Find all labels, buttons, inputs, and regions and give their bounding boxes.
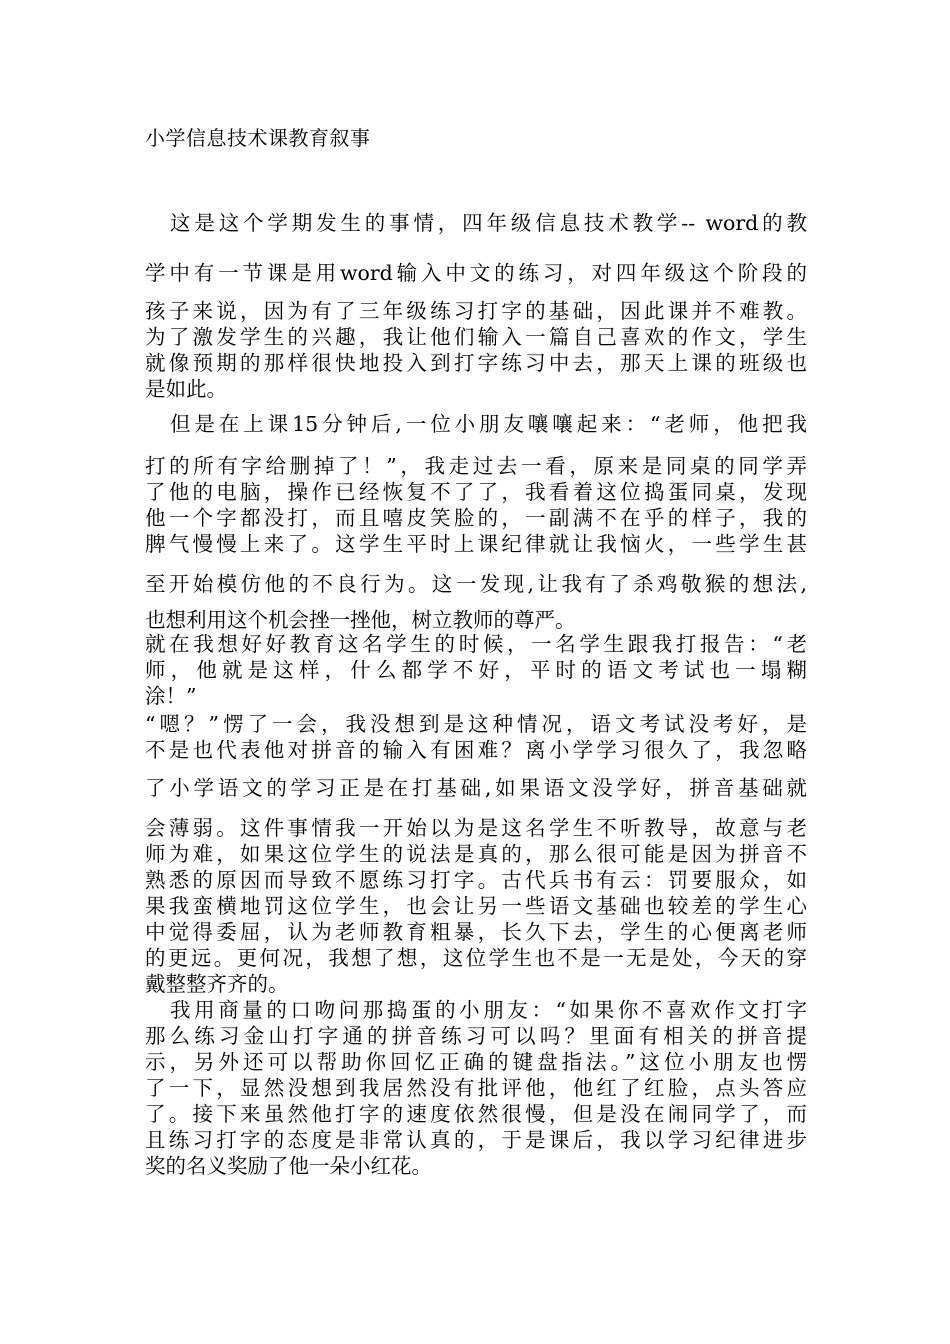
paragraph-line: 为了激发学生的兴趣，我让他们输入一篇自己喜欢的作文，学生 <box>145 325 807 349</box>
document-title: 小学信息技术课教育叙事 <box>145 126 371 150</box>
paragraph-line: 是如此。 <box>145 377 227 401</box>
paragraph-line: 了小学语文的学习正是在打基础,如果语文没学好，拼音基础就 <box>145 776 807 800</box>
paragraph-line: 了他的电脑，操作已经恢复不了了，我看着这位捣蛋同桌，发现 <box>145 480 807 504</box>
paragraph-line: 中觉得委屈，认为老师教育粗暴，长久下去，学生的心便离老师 <box>145 920 807 944</box>
paragraph-line: 果我蛮横地罚这位学生，也会让另一些语文基础也较差的学生心 <box>145 894 807 918</box>
paragraph-line: 也想利用这个机会挫一挫他，树立教师的尊严。 <box>145 608 576 632</box>
paragraph-line: 至开始模仿他的不良行为。这一发现,让我有了杀鸡敬猴的想法, <box>145 572 807 596</box>
paragraph-line: 打的所有字给删掉了！”，我走过去一看，原来是同桌的同学弄 <box>145 454 807 478</box>
paragraph-line: 熟悉的原因而导致不愿练习打字。古代兵书有云：罚要服众，如 <box>145 868 807 892</box>
paragraph-line: 那么练习金山打字通的拼音练习可以吗？里面有相关的拼音提 <box>145 1024 807 1048</box>
paragraph-line: 了。接下来虽然他打字的速度依然很慢，但是没在闹同学了，而 <box>145 1102 807 1126</box>
paragraph-line: 示，另外还可以帮助你回忆正确的键盘指法。”这位小朋友也愣 <box>145 1050 807 1074</box>
paragraph-line: 的更远。更何况，我想了想，这位学生也不是一无是处，今天的穿 <box>145 946 807 970</box>
paragraph-line: 涂！” <box>145 684 197 708</box>
paragraph-line: 我用商量的口吻问那捣蛋的小朋友：“如果你不喜欢作文打字 <box>170 998 807 1022</box>
paragraph-line: “嗯？”愣了一会，我没想到是这种情况，语文考试没考好，是 <box>145 712 807 736</box>
paragraph-line: 且练习打字的态度是非常认真的，于是课后，我以学习纪律进步 <box>145 1128 807 1152</box>
paragraph-line: 了一下，显然没想到我居然没有批评他，他红了红脸，点头答应 <box>145 1076 807 1100</box>
paragraph-line: 就像预期的那样很快地投入到打字练习中去，那天上课的班级也 <box>145 351 807 375</box>
paragraph-line: 戴整整齐齐的。 <box>145 972 289 996</box>
paragraph-line: 师为难，如果这位学生的说法是真的，那么很可能是因为拼音不 <box>145 842 807 866</box>
paragraph-line: 就在我想好好教育这名学生的时候，一名学生跟我打报告：“老 <box>145 632 807 656</box>
paragraph-line: 但是在上课15分钟后,一位小朋友嚷嚷起来：“老师，他把我 <box>170 412 807 436</box>
paragraph-line: 奖的名义奖励了他一朵小红花。 <box>145 1154 432 1178</box>
paragraph-line: 会薄弱。这件事情我一开始以为是这名学生不听教导，故意与老 <box>145 816 807 840</box>
paragraph-line: 他一个字都没打，而且嘻皮笑脸的，一副满不在乎的样子，我的 <box>145 506 807 530</box>
paragraph-line: 不是也代表他对拼音的输入有困难？离小学学习很久了，我忽略 <box>145 738 807 762</box>
paragraph-line: 脾气慢慢上来了。这学生平时上课纪律就让我恼火，一些学生甚 <box>145 532 807 556</box>
paragraph-line: 孩子来说，因为有了三年级练习打字的基础，因此课并不难教。 <box>145 299 807 323</box>
paragraph-line: 这是这个学期发生的事情，四年级信息技术教学-- word的教 <box>170 211 807 235</box>
paragraph-line: 师，他就是这样，什么都学不好，平时的语文考试也一塌糊 <box>145 658 807 682</box>
paragraph-line: 学中有一节课是用word输入中文的练习，对四年级这个阶段的 <box>145 261 807 285</box>
